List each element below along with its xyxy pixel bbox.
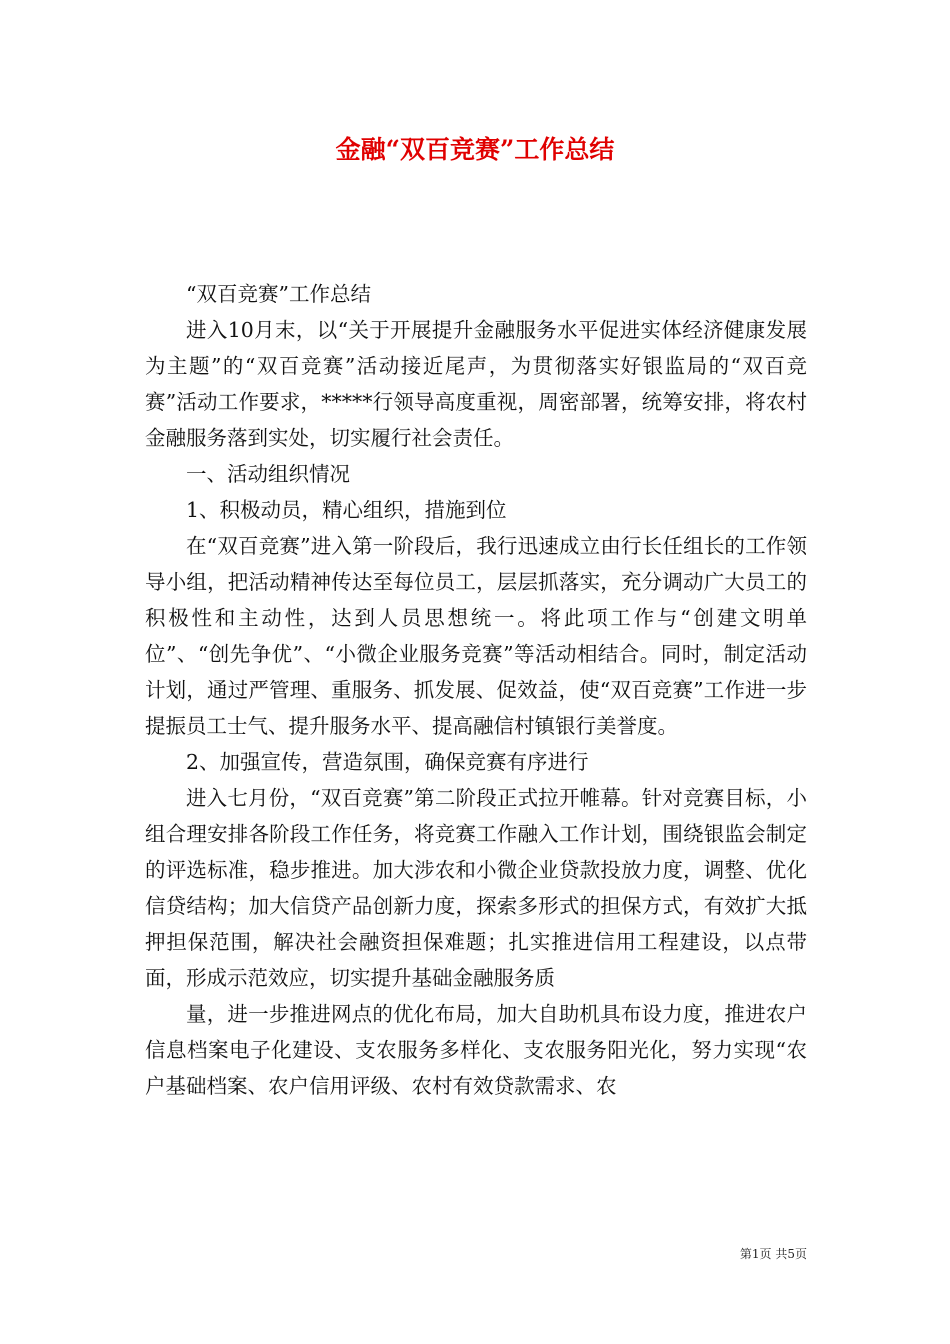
paragraph-subtitle: “双百竞赛”工作总结 [186,282,371,306]
document-title: 金融“双百竞赛”工作总结 [335,135,615,164]
document-body [145,276,807,1104]
paragraph-intro: 进入10月末，以“关于开展提升金融服务水平促进实体经济健康发展为主题”的“双百竞赛”活动接近尾声，为贯彻落实好银监局的“双百竞赛”活动工作要求，*****行领导高度重视，周密部署，统筹安排，将农村金融服务落到实处，切实履行社会责任。 [145,318,807,450]
paragraph-promotion: 进入七月份，“双百竞赛”第二阶段正式拉开帷幕。针对竞赛目标，小组合理安排各阶段工作任务，将竞赛工作融入工作计划，围绕银监会制定的评选标准，稳步推进。加大涉农和小微企业贷款投放力度，调整、优化信贷结构；加大信贷产品创新力度，探索多形式的担保方式，有效扩大抵押担保范围，解决社会融资担保难题；扎实推进信用工程建设，以点带面，形成示范效应，切实提升基础金融服务质 [145,786,807,990]
subsection-heading-1: 1、积极动员，精心组织，措施到位 [186,498,507,522]
subsection-heading-2: 2、加强宣传，营造氛围，确保竞赛有序进行 [186,750,589,774]
paragraph-organization: 在“双百竞赛”进入第一阶段后，我行迅速成立由行长任组长的工作领导小组，把活动精神传达至每位员工，层层抓落实，充分调动广大员工的积极性和主动性，达到人员思想统一。将此项工作与“创建文明单位”、“创先争优”、“小微企业服务竞赛”等活动相结合。同时，制定活动计划，通过严管理、重服务、抓发展、促效益，使“双百竞赛”工作进一步提振员工士气、提升服务水平、提高融信村镇银行美誉度。 [145,534,807,738]
paragraph-continuation: 量，进一步推进网点的优化布局，加大自助机具布设力度，推进农户信息档案电子化建设、支农服务多样化、支农服务阳光化，努力实现“农户基础档案、农户信用评级、农村有效贷款需求、农 [145,1002,807,1098]
page-number: 第1页 共5页 [739,1247,807,1261]
section-heading-1: 一、活动组织情况 [186,462,350,486]
